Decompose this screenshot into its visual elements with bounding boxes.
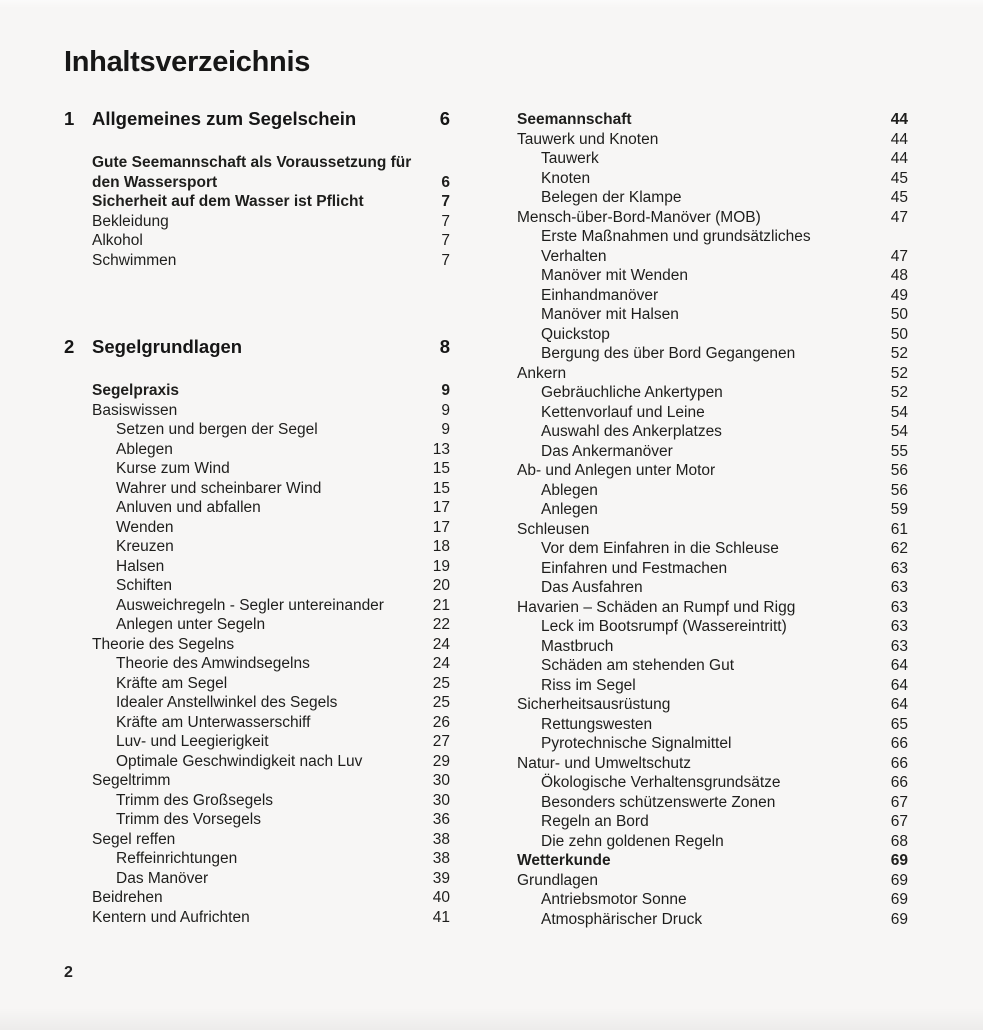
toc-entry-label: Beidrehen [92,889,163,906]
toc-entry-label: Grundlagen [517,871,599,889]
toc-entry-page: 24 [432,655,450,672]
toc-entry-page: 69 [890,852,908,869]
toc-entry [517,598,908,618]
toc-entry [517,422,908,442]
toc-entry-label: Natur- und Umweltschutz [517,754,692,772]
toc-entry [92,420,450,440]
toc-entry [517,169,908,189]
toc-entry-page: 68 [890,832,908,850]
toc-entry-label: Anlegen [541,501,598,518]
toc-entry [517,715,908,735]
toc-entry [92,830,450,850]
toc-entry-page: 7 [441,251,450,269]
toc-entry-page: 13 [432,440,450,458]
toc-entry-label: Trimm des Großsegels [116,791,274,809]
toc-entry-page: 17 [432,499,450,516]
toc-entry [92,479,450,499]
toc-entry-label: Sicherheit auf dem Wasser ist Pflicht [92,193,364,210]
toc-entry-label: Segel reffen [92,830,176,848]
section-page-number: 8 [439,336,450,357]
toc-entry-page: 47 [890,208,908,226]
toc-entry [517,812,908,832]
toc-entry-page: 64 [890,696,908,713]
toc-entry-page: 69 [890,871,908,889]
toc-entry [517,500,908,520]
toc-entry-label: Setzen und bergen der Segel [116,421,318,438]
toc-entry-page: 52 [890,384,908,401]
toc-entry-page: 27 [432,733,450,750]
toc-entry-label: Besonders schützenswerte Zonen [541,793,776,811]
toc-entry-page: 40 [432,889,450,906]
toc-entry [92,440,450,460]
toc-entry [92,713,450,733]
toc-entry-label: Mastbruch [541,637,614,655]
toc-entry-label: Das Ankermanöver [541,442,673,460]
toc-entry-label: Wahrer und scheinbarer Wind [116,479,322,497]
toc-entry [92,231,450,251]
toc-entry-page: 24 [432,635,450,653]
toc-entry-label: Antriebsmotor Sonne [541,891,687,908]
toc-entry-page: 21 [432,596,450,614]
section-heading [64,334,450,360]
toc-entry-page: 44 [890,150,908,167]
toc-entry [517,539,908,559]
toc-entry-page: 7 [441,212,450,230]
toc-entry-label: Kräfte am Segel [116,674,228,692]
toc-entry [517,461,908,481]
toc-entry [92,752,450,772]
toc-entry-label: Segeltrimm [92,772,171,789]
toc-entry-label: Riss im Segel [541,676,636,694]
toc-entry-page: 69 [890,891,908,908]
toc-entry-page: 19 [432,557,450,575]
toc-entry-page: 36 [432,811,450,828]
toc-entry-page: 47 [890,247,908,265]
page-number: 2 [64,964,73,981]
toc-entry-page: 39 [432,869,450,887]
toc-entry [517,325,908,345]
toc-entry-label: Schleusen [517,520,590,538]
toc-entry-page: 62 [890,540,908,557]
toc-entry-label: Ab- und Anlegen unter Motor [517,462,716,479]
toc-entry [517,734,908,754]
toc-entry-page: 9 [441,401,450,419]
toc-entry-page: 64 [890,676,908,694]
toc-entry-label: Einfahren und Festmachen [541,559,728,577]
toc-entry-label: Wetterkunde [517,852,611,869]
toc-entry-label: Ökologische Verhaltensgrundsätze [541,774,781,791]
toc-entry [92,596,450,616]
toc-entry-page: 20 [432,577,450,594]
toc-entry-label: Theorie des Amwindsegelns [116,655,310,672]
toc-entry-label: Basiswissen [92,401,178,419]
toc-entry [517,481,908,501]
toc-entry-page: 64 [890,657,908,674]
toc-entry [92,791,450,811]
toc-entry-page: 56 [890,481,908,499]
toc-entry-page: 54 [890,423,908,440]
toc-entry-label: Segelpraxis [92,382,180,399]
toc-entry-page: 9 [441,382,450,399]
toc-entry-page: 63 [890,579,908,596]
section-page-number: 6 [439,108,450,129]
toc-entry [517,130,908,150]
section-number: 1 [64,108,75,129]
toc-entry-label: Manöver mit Wenden [541,267,689,284]
toc-entry-page: 44 [890,111,908,128]
toc-entry-label: Tauwerk [541,150,599,167]
toc-entry-label: Anlegen unter Segeln [116,616,266,633]
toc-entry [92,518,450,538]
toc-entry-page: 54 [890,403,908,421]
toc-entry [517,851,908,871]
toc-entry [92,459,450,479]
toc-entry-page: 52 [890,345,908,362]
toc-entry-page: 66 [890,754,908,772]
toc-entry-label: Einhandmanöver [541,286,659,304]
toc-entry-label: Das Manöver [116,869,209,887]
toc-entry-label: Das Ausfahren [541,579,643,596]
section-entries [517,110,908,929]
toc-entry-page: 63 [890,618,908,635]
toc-entry-label: Gute Seemannschaft als Voraussetzung für den Wassersport [92,154,412,191]
toc-entry-label: Kettenvorlauf und Leine [541,403,705,421]
toc-entry-page: 17 [432,518,450,536]
toc-entry-label: Halsen [116,557,165,575]
toc-entry-page: 38 [432,830,450,848]
toc-entry [517,773,908,793]
toc-entry-page: 67 [890,813,908,830]
toc-entry-page: 69 [890,910,908,928]
toc-entry [517,910,908,930]
toc-entry [92,810,450,830]
toc-entry [92,771,450,791]
toc-entry-label: Erste Maßnahmen und grundsätzliches Verhalten [541,228,811,265]
toc-entry-page: 15 [432,460,450,477]
toc-entry-page: 25 [432,694,450,711]
toc-entry [92,212,450,232]
toc-entry-label: Manöver mit Halsen [541,306,679,323]
toc-entry [92,635,450,655]
toc-entry [92,615,450,635]
toc-entry-page: 18 [432,538,450,555]
toc-entry-page: 9 [441,421,450,438]
toc-entry-page: 44 [890,130,908,148]
toc-entry [517,520,908,540]
toc-entry [517,754,908,774]
toc-entry-page: 63 [890,598,908,616]
toc-entry-page: 66 [890,774,908,791]
toc-entry-label: Anluven und abfallen [116,499,261,516]
toc-entry-label: Wenden [116,518,174,536]
toc-entry [92,153,450,192]
toc-entry-label: Atmosphärischer Druck [541,910,703,928]
toc-entry-label: Ausweichregeln - Segler untereinander [116,596,384,614]
toc-entry [517,110,908,130]
toc-entry [92,849,450,869]
toc-entry [517,403,908,423]
toc-entry [517,266,908,286]
toc-entry [92,401,450,421]
toc-entry-page: 50 [890,325,908,343]
toc-entry-label: Ankern [517,364,567,382]
toc-entry-page: 49 [890,286,908,304]
toc-entry-label: Ablegen [116,440,173,458]
toc-entry-label: Kurse zum Wind [116,460,230,477]
toc-entry [517,305,908,325]
toc-entry [92,908,450,928]
toc-entry [517,208,908,228]
toc-entry-page: 22 [432,616,450,633]
toc-entry-page: 63 [890,559,908,577]
toc-entry [517,344,908,364]
toc-entry-page: 6 [441,173,450,191]
toc-entry-page: 41 [432,908,450,926]
toc-entry [92,693,450,713]
toc-entry-page: 61 [890,520,908,538]
toc-entry [92,192,450,212]
toc-entry-label: Luv- und Leegierigkeit [116,733,269,750]
toc-entry-page: 65 [890,715,908,733]
toc-entry-label: Rettungswesten [541,715,653,733]
toc-entry-label: Pyrotechnische Signalmittel [541,735,732,752]
toc-entry-label: Kräfte am Unterwasserschiff [116,713,311,731]
toc-entry-label: Tauwerk und Knoten [517,130,659,148]
toc-entry-page: 45 [890,169,908,187]
toc-entry-page: 29 [432,752,450,770]
toc-entry-label: Bergung des über Bord Gegangenen [541,345,796,362]
toc-entry-label: Havarien – Schäden an Rumpf und Rigg [517,598,796,616]
toc-right-column [517,110,908,929]
toc-entry [517,286,908,306]
toc-entry-label: Optimale Geschwindigkeit nach Luv [116,752,363,770]
toc-entry-page: 59 [890,501,908,518]
toc-entry-label: Kreuzen [116,538,174,555]
toc-entry [517,793,908,813]
toc-entry [92,674,450,694]
toc-entry [517,676,908,696]
toc-entry-label: Theorie des Segelns [92,635,235,653]
toc-entry [517,188,908,208]
toc-entry [517,364,908,384]
toc-entry-label: Schwimmen [92,251,177,269]
page-title: Inhaltsverzeichnis [64,46,311,78]
toc-entry-page: 15 [432,479,450,497]
toc-entry-page: 48 [890,267,908,284]
toc-entry-label: Quickstop [541,325,610,343]
toc-entry-page: 26 [432,713,450,731]
toc-entry-page: 38 [432,850,450,867]
toc-entry-label: Kentern und Aufrichten [92,908,250,926]
toc-entry [517,695,908,715]
toc-left-column [64,106,450,927]
toc-entry-label: Reffeinrichtungen [116,850,238,867]
toc-entry-label: Belegen der Klampe [541,189,682,206]
toc-entry [92,654,450,674]
toc-entry-page: 25 [432,674,450,692]
toc-entry [517,656,908,676]
section-entries [64,381,450,927]
toc-entry-label: Seemannschaft [517,111,632,128]
toc-entry [92,869,450,889]
toc-entry [517,617,908,637]
toc-section-allgemeines [64,106,450,270]
section-number: 2 [64,336,75,357]
toc-entry-page: 55 [890,442,908,460]
toc-entry [92,381,450,401]
toc-entry [517,890,908,910]
toc-entry [92,888,450,908]
toc-entry [517,832,908,852]
toc-entry-page: 63 [890,637,908,655]
toc-entry-label: Schiften [116,577,173,594]
toc-entry-label: Bekleidung [92,212,169,230]
toc-entry-label: Leck im Bootsrumpf (Wassereintritt) [541,618,787,635]
toc-entry [92,537,450,557]
toc-entry-label: Idealer Anstellwinkel des Segels [116,694,338,711]
toc-entry-label: Knoten [541,169,591,187]
toc-entry [92,576,450,596]
toc-entry-page: 30 [432,772,450,789]
toc-entry-label: Sicherheitsausrüstung [517,696,671,713]
section-title: Segelgrundlagen [92,336,243,357]
toc-entry-page: 7 [441,232,450,249]
toc-entry [517,871,908,891]
toc-entry-page: 52 [890,364,908,382]
section-heading [64,106,450,132]
toc-entry-page: 30 [432,791,450,809]
toc-entry-page: 66 [890,735,908,752]
toc-entry [517,578,908,598]
toc-entry [517,227,908,266]
toc-entry [517,383,908,403]
toc-entry-label: Gebräuchliche Ankertypen [541,384,723,401]
toc-entry [517,442,908,462]
toc-entry-label: Die zehn goldenen Regeln [541,832,724,850]
toc-entry-page: 67 [890,793,908,811]
toc-entry-label: Schäden am stehenden Gut [541,657,735,674]
toc-entry-page: 56 [890,462,908,479]
section-title: Allgemeines zum Segelschein [92,108,357,129]
toc-entry [92,251,450,271]
toc-section-segelgrundlagen [64,334,450,927]
toc-entry-label: Auswahl des Ankerplatzes [541,423,722,440]
toc-entry-label: Trimm des Vorsegels [116,811,261,828]
toc-entry-page: 45 [890,189,908,206]
toc-entry-label: Regeln an Bord [541,813,649,830]
toc-entry-label: Vor dem Einfahren in die Schleuse [541,540,779,557]
toc-entry [517,149,908,169]
toc-entry-label: Ablegen [541,481,598,499]
toc-entry-page: 7 [441,193,450,210]
toc-entry [92,498,450,518]
toc-entry-label: Mensch-über-Bord-Manöver (MOB) [517,208,761,226]
section-entries [64,153,450,270]
toc-entry-page: 50 [890,306,908,323]
toc-entry [517,637,908,657]
toc-entry-label: Alkohol [92,232,143,249]
toc-entry [92,557,450,577]
toc-entry [517,559,908,579]
toc-entry [92,732,450,752]
